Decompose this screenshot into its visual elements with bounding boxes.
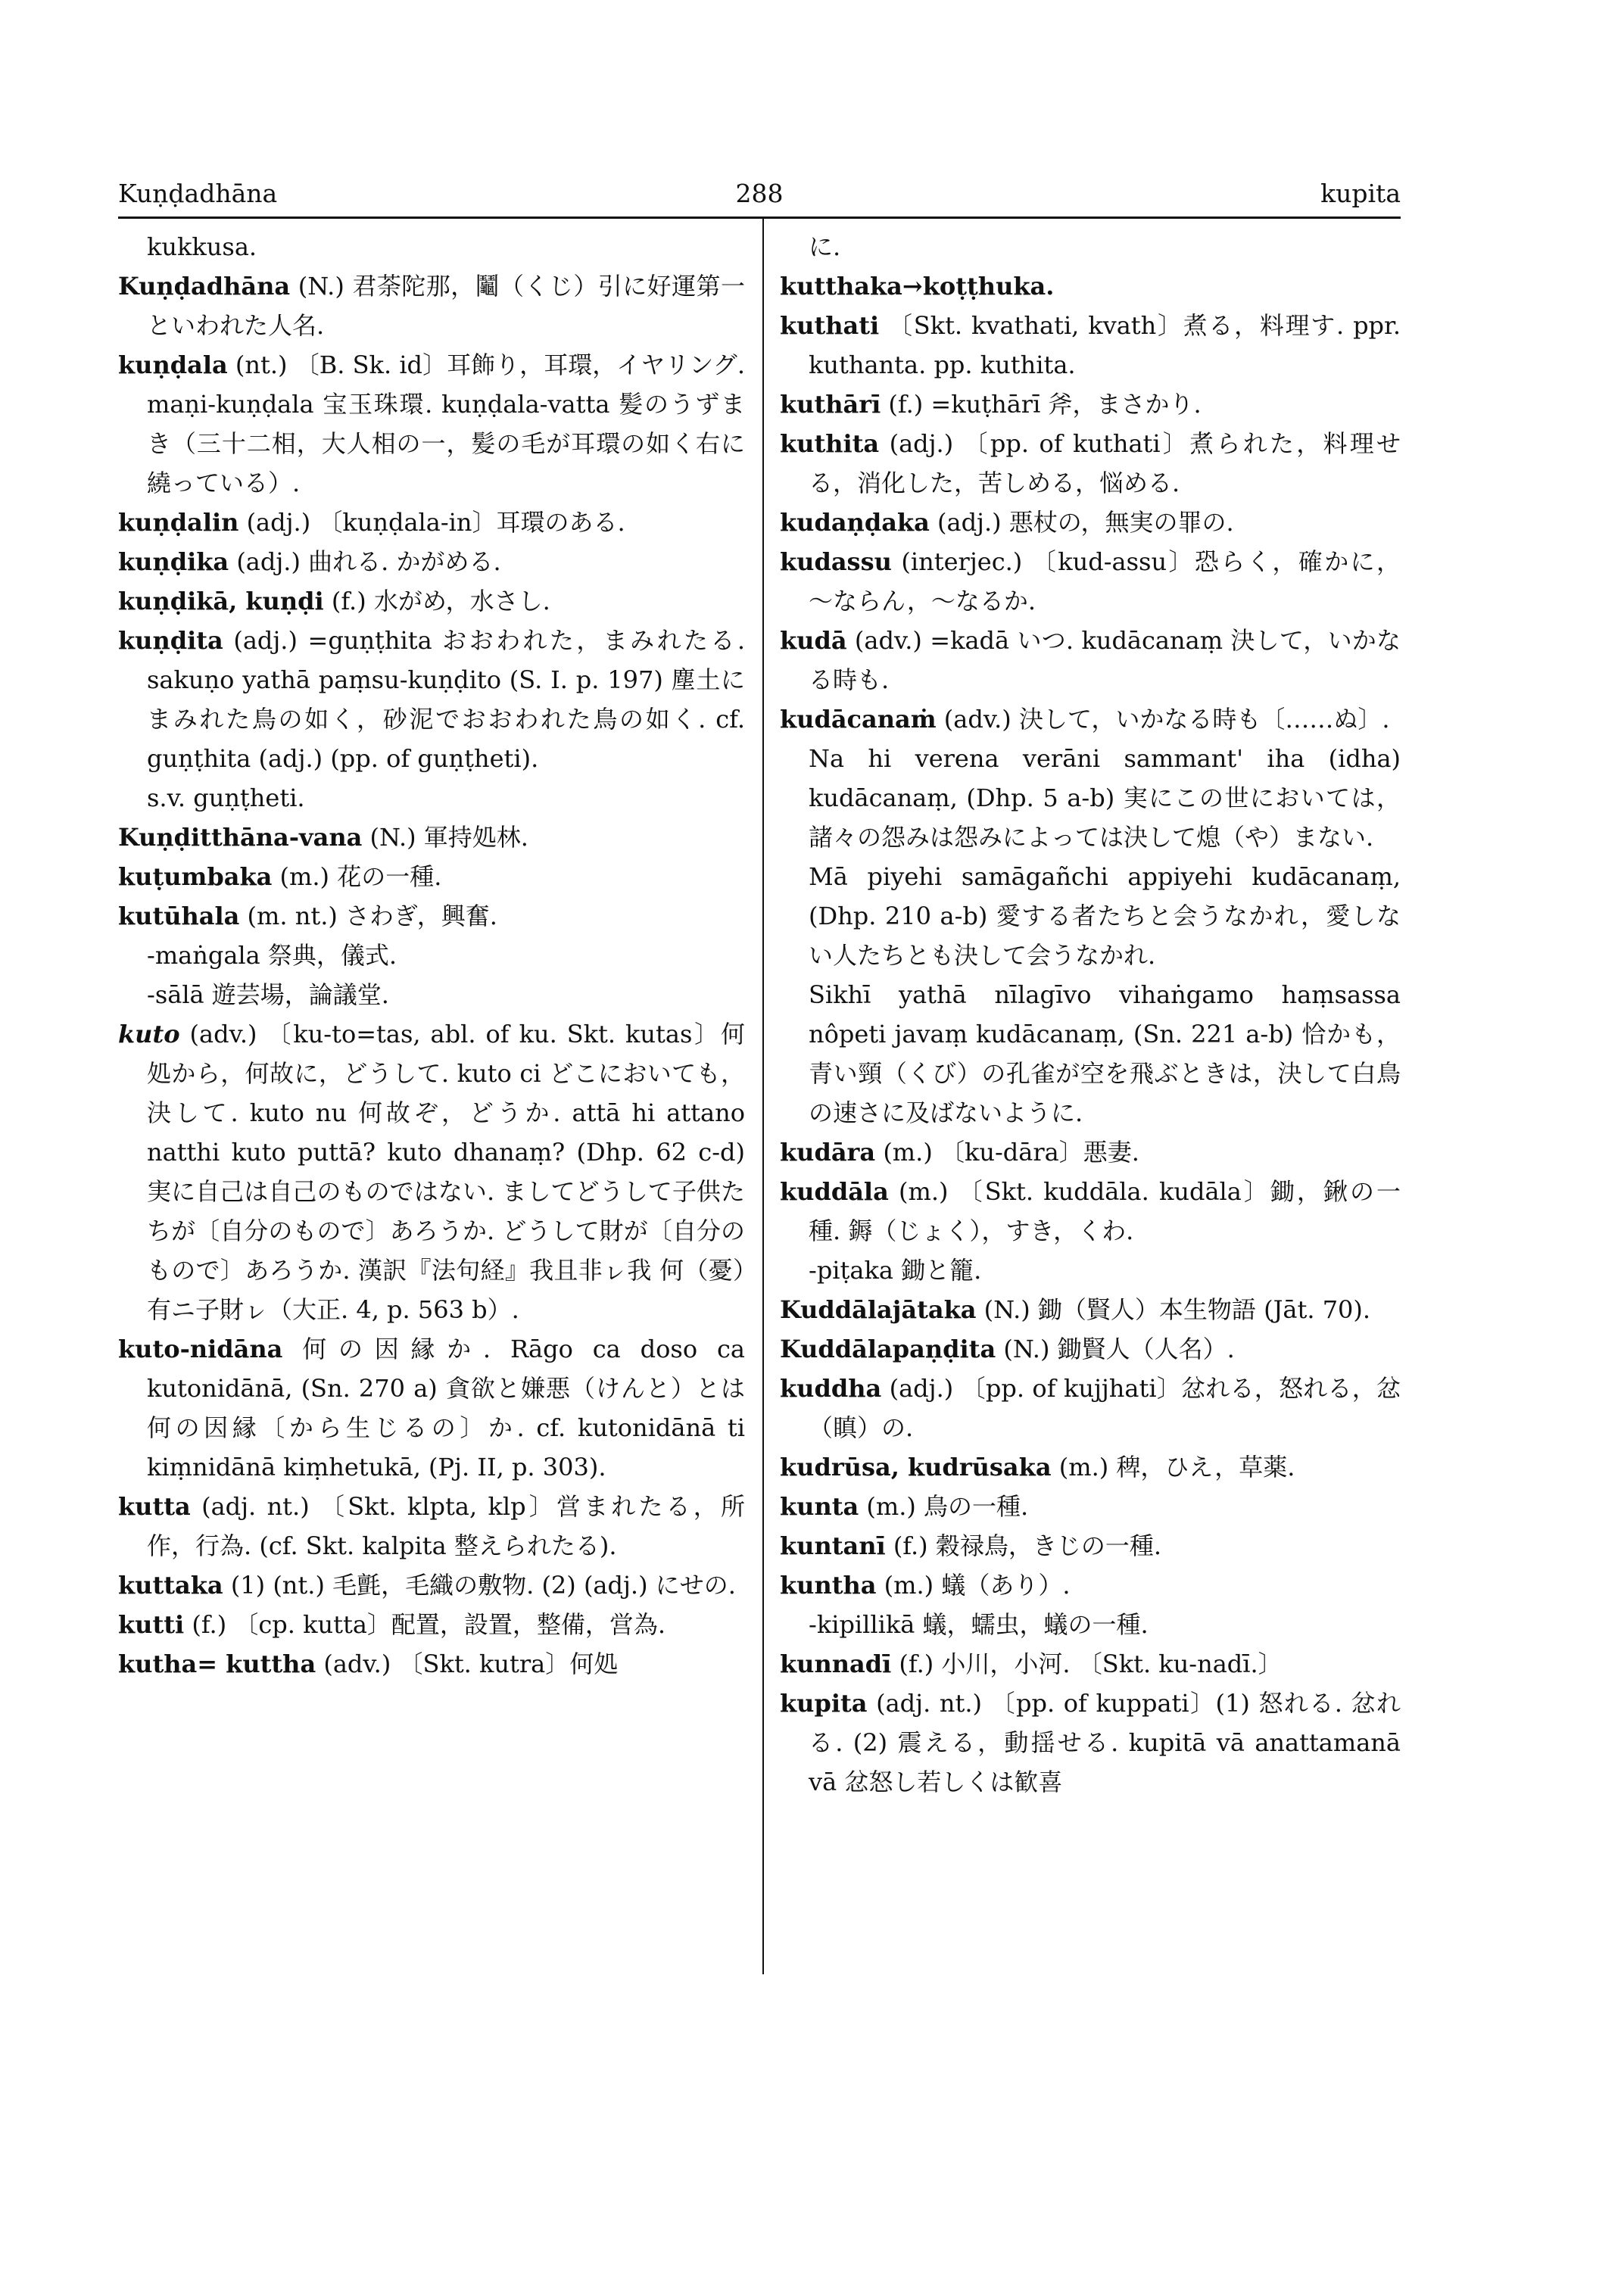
entry-definition: (adj.) 〔pp. of kuthati〕煮られた，料理せる，消化した，苦しめる，悩める. <box>809 429 1401 497</box>
headword: kuddāla <box>780 1177 889 1206</box>
entry-definition: 何の因縁か. Rāgo ca doso ca kutonidānā, (Sn. 270 a) 貪欲と嫌悪（けんと）とは何の因縁〔から生じるの〕か. cf. kutonidānā ti kiṃnidānā kiṃhetukā, (Pj. II, p. 303). <box>147 1335 745 1481</box>
headword: kuthati <box>780 311 880 340</box>
headword: kutti <box>118 1610 185 1639</box>
column-divider <box>762 218 764 1974</box>
dictionary-entry <box>780 1447 1401 1487</box>
entry-definition: (m.) 蟻（あり）. <box>876 1571 1071 1600</box>
quotation: Sikhī yathā nīlagīvo vihaṅgamo haṃsassa nôpeti javaṃ kudācanaṃ, (Sn. 221 a-b) 恰かも，青い頸（くび）の孔雀が空を飛ぶときは，決して白鳥の速さに及ばないように. <box>809 980 1401 1127</box>
dictionary-entry <box>780 542 1401 621</box>
headword: kutha= kuttha <box>118 1650 316 1678</box>
dictionary-entry <box>118 818 745 857</box>
continuation-text: に. <box>809 232 841 261</box>
headword: kuttaka <box>118 1571 223 1600</box>
headword: kudāra <box>780 1138 876 1167</box>
dictionary-entry <box>780 621 1401 699</box>
headword: kuṇḍita <box>118 626 223 655</box>
headword: Kuddālapaṇḍita <box>780 1335 996 1363</box>
dictionary-entry <box>780 1644 1401 1684</box>
entry-definition: (interjec.) 〔kud-assu〕恐らく，確かに，～ならん，～なるか. <box>809 547 1401 615</box>
entry-definition: (nt.) 〔B. Sk. id〕耳飾り，耳環，イヤリング. maṇi-kuṇḍala 宝玉珠環. kuṇḍala-vatta 髪のうずまき（三十二相，大人相の一，髪の毛が耳環の如く右に繞っている）. <box>147 350 745 497</box>
entry-definition: (f.) 水がめ，水さし. <box>323 587 550 615</box>
dictionary-entry <box>780 266 1401 306</box>
entry-definition: (m.) 花の一種. <box>272 862 442 891</box>
headword: kudrūsa, kudrūsaka <box>780 1453 1052 1481</box>
dictionary-entry <box>118 503 745 542</box>
entry-definition: (adv.) 〔ku-to=tas, abl. of ku. Skt. kutas〕何処から，何故に，どうして. kuto ci どこにおいても，決して. kuto nu 何故ぞ，どうか. attā hi attano natthi kuto puttā? kuto dhanaṃ? (Dhp. 62 c-d) 実に自己は自己のものではない. ましてどうして子供たちが〔自分のもので〕あろうか. どうして財が〔自分のもので〕あろうか. 漢訳『法句経』我且非ㇾ我 何（憂）有ニ子財ㇾ（大正. 4, p. 563 b）. <box>147 1020 745 1324</box>
entry-definition: (m.) 鳥の一種. <box>859 1492 1029 1521</box>
entry-definition: (1) (nt.) 毛氈，毛織の敷物. (2) (adj.) にせの. <box>223 1571 736 1600</box>
headword: kuṇḍika <box>118 547 229 576</box>
dictionary-entry <box>780 424 1401 503</box>
dictionary-entry <box>780 1329 1401 1369</box>
dictionary-entry <box>780 699 1401 739</box>
sub-entry: s.v. guṇṭheti. <box>147 784 305 812</box>
right-column <box>780 227 1401 1802</box>
entry-definition: (adj. nt.) 〔pp. of kuppati〕(1) 怒れる. 忿れる. (2) 震える，動揺せる. kupitā vā anattamanā vā 忿怒し若しくは歓喜 <box>809 1689 1401 1796</box>
entry-definition: (m.) 〔Skt. kuddāla. kudāla〕鋤，鍬の一種. 鎒（じょく），すき，くわ. <box>809 1177 1401 1245</box>
entry-definition: (f.) 〔cp. kutta〕配置，設置，整備，営為. <box>184 1610 666 1639</box>
dictionary-entry <box>780 1132 1401 1172</box>
quotation: Na hi verena verāni sammant' iha (idha) kudācanaṃ, (Dhp. 5 a-b) 実にこの世においては，諸々の怨みは怨みによっては決して熄（や）まない. <box>809 744 1401 852</box>
dictionary-entry <box>118 581 745 621</box>
headword: kudaṇḍaka <box>780 508 930 537</box>
entry-definition: (adj.) 曲れる. かがめる. <box>229 547 501 576</box>
headword: kunnadī <box>780 1650 892 1678</box>
entry-definition: (N.) 軍持処林. <box>362 823 528 852</box>
entry-definition: (m. nt.) さわぎ，興奮. <box>239 902 497 930</box>
dictionary-entry <box>118 345 745 503</box>
dictionary-entry <box>118 857 745 896</box>
running-head-right: kupita <box>1320 179 1401 208</box>
headword: Kuṇḍitthāna-vana <box>118 823 363 852</box>
dictionary-entry <box>780 385 1401 424</box>
entry-definition: (N.) 鋤（賢人）本生物語 (Jāt. 70). <box>976 1295 1371 1324</box>
dictionary-entry <box>780 1172 1401 1251</box>
running-head-left: Kuṇḍadhāna <box>118 179 278 208</box>
headword: kupita <box>780 1689 868 1718</box>
dictionary-entry <box>118 1487 745 1566</box>
entry-definition: (adj.) =guṇṭhita おおわれた，まみれたる. sakuṇo yathā paṃsu-kuṇḍito (S. I. p. 197) 塵土にまみれた鳥の如く，砂泥でおおわれた鳥の如く. cf. guṇṭhita (adj.) (pp. of guṇṭheti). <box>147 626 745 773</box>
entry-definition: (adv.) 〔Skt. kutra〕何処 <box>316 1650 619 1678</box>
headword: kuṭumbaka <box>118 862 273 891</box>
headword: kuthita <box>780 429 880 458</box>
dictionary-entry <box>780 1566 1401 1605</box>
sub-entry: -kipillikā 蟻，蠕虫，蟻の一種. <box>809 1610 1149 1639</box>
headword: kutta <box>118 1492 191 1521</box>
entry-definition: (adv.) =kadā いつ. kudācanaṃ 決して，いかなる時も. <box>809 626 1401 694</box>
dictionary-entry <box>780 1684 1401 1802</box>
page-number: 288 <box>735 179 784 208</box>
headword: kudā <box>780 626 847 655</box>
entry-definition: (m.) 稗，ひえ，草薬. <box>1051 1453 1295 1481</box>
dictionary-entry <box>118 1329 745 1487</box>
dictionary-entry <box>780 1526 1401 1566</box>
dictionary-entry <box>118 266 745 345</box>
headword: kuthārī <box>780 390 881 419</box>
headword: kuṇḍikā, kuṇḍi <box>118 587 324 615</box>
headword: kuddha <box>780 1374 882 1403</box>
left-column <box>118 227 745 1684</box>
headword: kudassu <box>780 547 892 576</box>
sub-entry: -maṅgala 祭典，儀式. <box>147 941 397 970</box>
dictionary-entry <box>118 542 745 581</box>
dictionary-entry <box>118 1605 745 1644</box>
entry-definition: (N.) 鋤賢人（人名）. <box>996 1335 1235 1363</box>
entry-definition: (N.) 君荼陀那，鬮（くじ）引に好運第一といわれた人名. <box>147 272 745 340</box>
dictionary-entry <box>780 1290 1401 1329</box>
entry-definition: (f.) 小川，小河. 〔Skt. ku-nadī.〕 <box>891 1650 1283 1678</box>
headword: kudācanaṁ <box>780 705 937 734</box>
entry-definition: (adj.) 〔kuṇḍala-in〕耳環のある. <box>238 508 625 537</box>
dictionary-entry <box>780 1369 1401 1447</box>
headword: kuto <box>118 1020 180 1048</box>
dictionary-entry <box>118 896 745 936</box>
entry-definition: (f.) 穀禄鳥，きじの一種. <box>885 1531 1162 1560</box>
headword: kuto-nidāna <box>118 1335 283 1363</box>
header-rule <box>118 217 1401 219</box>
sub-entry: -piṭaka 鋤と籠. <box>809 1256 982 1285</box>
headword: kuntanī <box>780 1531 886 1560</box>
page-header <box>118 173 1401 209</box>
entry-definition: (adv.) 決して，いかなる時も〔……ぬ〕. <box>936 705 1390 734</box>
dictionary-entry <box>780 306 1401 385</box>
dictionary-entry <box>118 621 745 778</box>
entry-definition: (adj.) 〔pp. of kujjhati〕忿れる，怒れる，忿（瞋）の. <box>809 1374 1401 1442</box>
headword: kutūhala <box>118 902 240 930</box>
headword: kuntha <box>780 1571 877 1600</box>
dictionary-entry <box>118 1644 745 1684</box>
headword: kuṇḍalin <box>118 508 239 537</box>
headword: kuṇḍala <box>118 350 228 379</box>
headword: kutthaka→koṭṭhuka. <box>780 272 1055 301</box>
sub-entry: -sālā 遊芸場，論議堂. <box>147 980 389 1009</box>
headword: Kuddālajātaka <box>780 1295 977 1324</box>
headword: kunta <box>780 1492 859 1521</box>
quotation: Mā piyehi samāgañchi appiyehi kudācanaṃ, (Dhp. 210 a-b) 愛する者たちと会うなかれ，愛しない人たちとも決して会うなかれ. <box>809 862 1401 970</box>
entry-definition: (f.) =kuṭhārī 斧，まさかり. <box>881 390 1202 419</box>
entry-definition: 〔Skt. kvathati, kvath〕煮る，料理す. ppr. kuthanta. pp. kuthita. <box>809 311 1401 379</box>
entry-definition: (adj. nt.) 〔Skt. klpta, klp〕営まれたる，所作，行為. (cf. Skt. kalpita 整えられたる). <box>147 1492 745 1560</box>
dictionary-entry <box>780 503 1401 542</box>
entry-definition: (adj.) 悪杖の，無実の罪の. <box>929 508 1234 537</box>
entry-definition: (m.) 〔ku-dāra〕悪妻. <box>875 1138 1139 1167</box>
headword: Kuṇḍadhāna <box>118 272 291 301</box>
dictionary-entry <box>118 1566 745 1605</box>
dictionary-entry <box>780 1487 1401 1526</box>
dictionary-entry <box>118 1014 745 1329</box>
continuation-text: kukkusa. <box>147 232 257 261</box>
